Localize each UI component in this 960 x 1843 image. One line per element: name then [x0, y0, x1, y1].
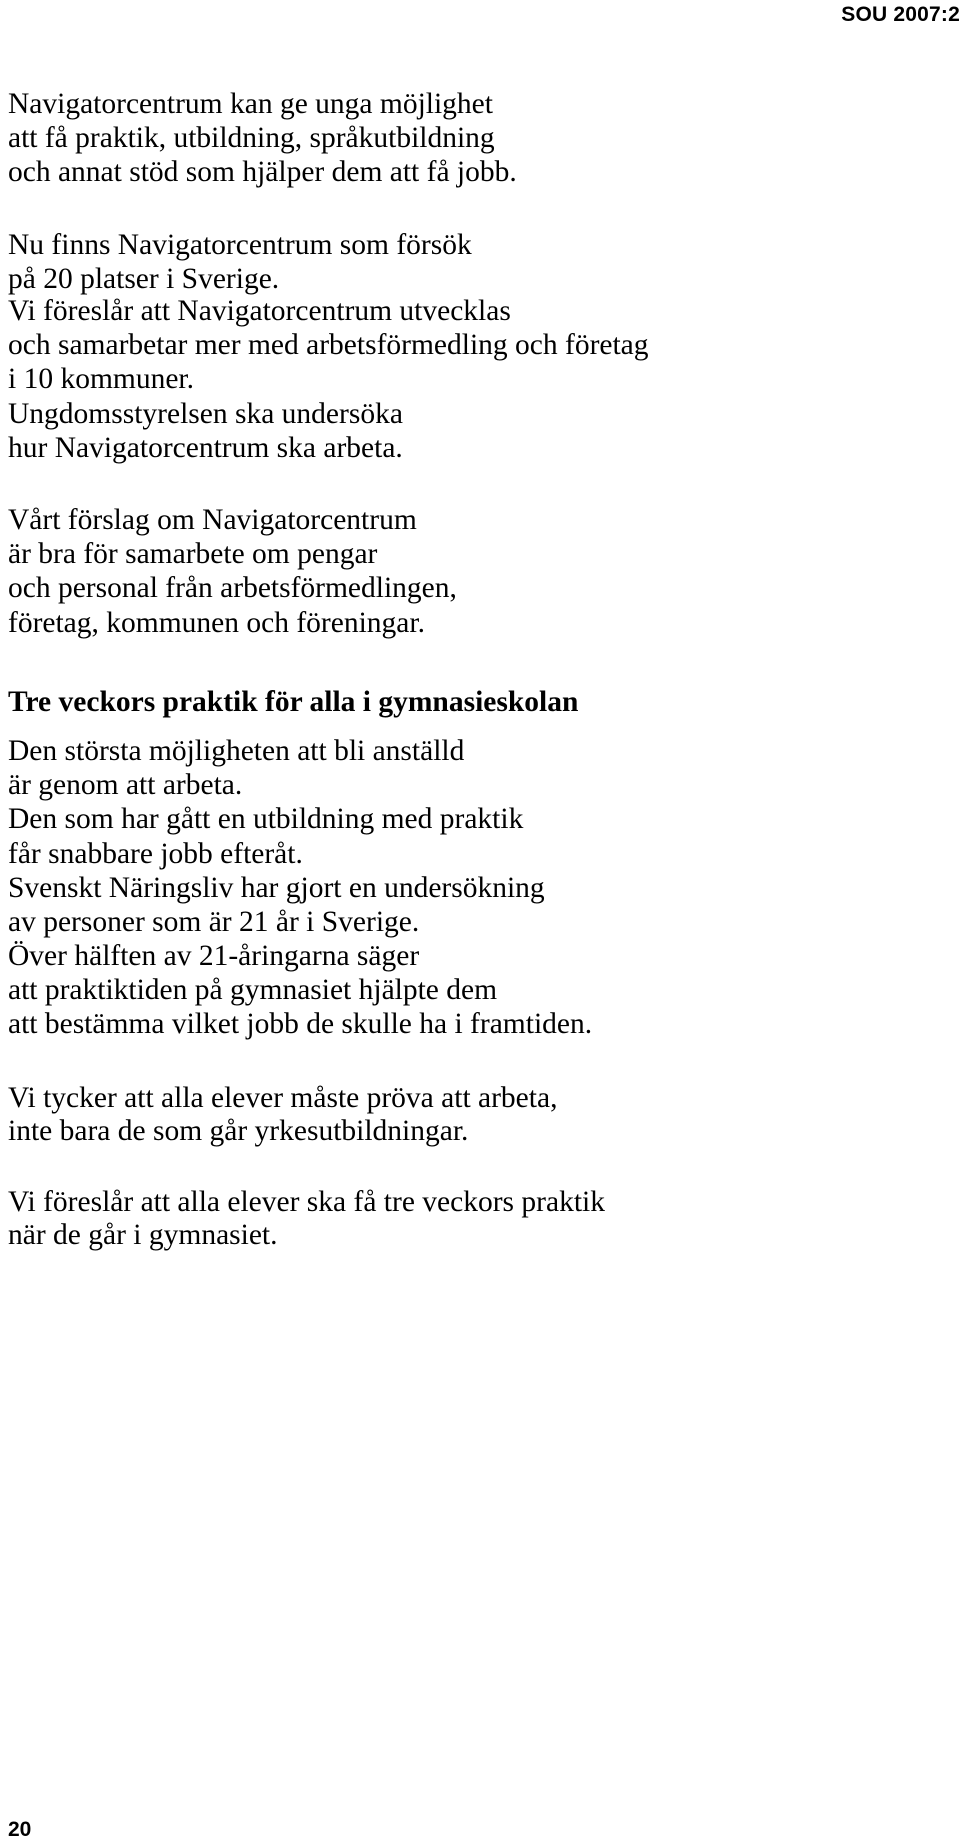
text-line: Nu finns Navigatorcentrum som försök	[8, 229, 472, 261]
text-line: att bestämma vilket jobb de skulle ha i framtiden.	[8, 1008, 593, 1040]
text-line: Svenskt Näringsliv har gjort en undersökning	[8, 872, 545, 904]
page-number: 20	[8, 1818, 32, 1841]
text-line: Över hälften av 21-åringarna säger	[8, 940, 420, 972]
text-line: när de går i gymnasiet.	[8, 1219, 278, 1251]
text-line: Navigatorcentrum kan ge unga möjlighet	[8, 88, 493, 120]
text-line: att praktiktiden på gymnasiet hjälpte dem	[8, 974, 498, 1006]
text-line: Vi föreslår att alla elever ska få tre veckors praktik	[8, 1186, 605, 1218]
text-line: Vi tycker att alla elever måste pröva att arbeta,	[8, 1082, 558, 1114]
text-line: är genom att arbeta.	[8, 769, 243, 801]
report-id: SOU 2007:2	[841, 3, 960, 26]
section-heading: Tre veckors praktik för alla i gymnasieskolan	[8, 686, 579, 718]
text-line: hur Navigatorcentrum ska arbeta.	[8, 432, 403, 464]
text-line: av personer som är 21 år i Sverige.	[8, 906, 420, 938]
text-line: att få praktik, utbildning, språkutbildning	[8, 122, 495, 154]
text-line: Vårt förslag om Navigatorcentrum	[8, 504, 417, 536]
text-line: är bra för samarbete om pengar	[8, 538, 378, 570]
text-line: företag, kommunen och föreningar.	[8, 607, 425, 639]
text-line: får snabbare jobb efteråt.	[8, 838, 303, 870]
text-line: inte bara de som går yrkesutbildningar.	[8, 1115, 469, 1147]
text-line: och samarbetar mer med arbetsförmedling och företag	[8, 329, 649, 361]
text-line: och annat stöd som hjälper dem att få jobb.	[8, 156, 517, 188]
text-line: Den största möjligheten att bli anställd	[8, 735, 465, 767]
text-line: Ungdomsstyrelsen ska undersöka	[8, 398, 403, 430]
text-line: på 20 platser i Sverige.	[8, 263, 280, 295]
text-line: i 10 kommuner.	[8, 363, 195, 395]
text-line: Den som har gått en utbildning med praktik	[8, 803, 524, 835]
text-line: Vi föreslår att Navigatorcentrum utvecklas	[8, 295, 511, 327]
text-line: och personal från arbetsförmedlingen,	[8, 572, 457, 604]
